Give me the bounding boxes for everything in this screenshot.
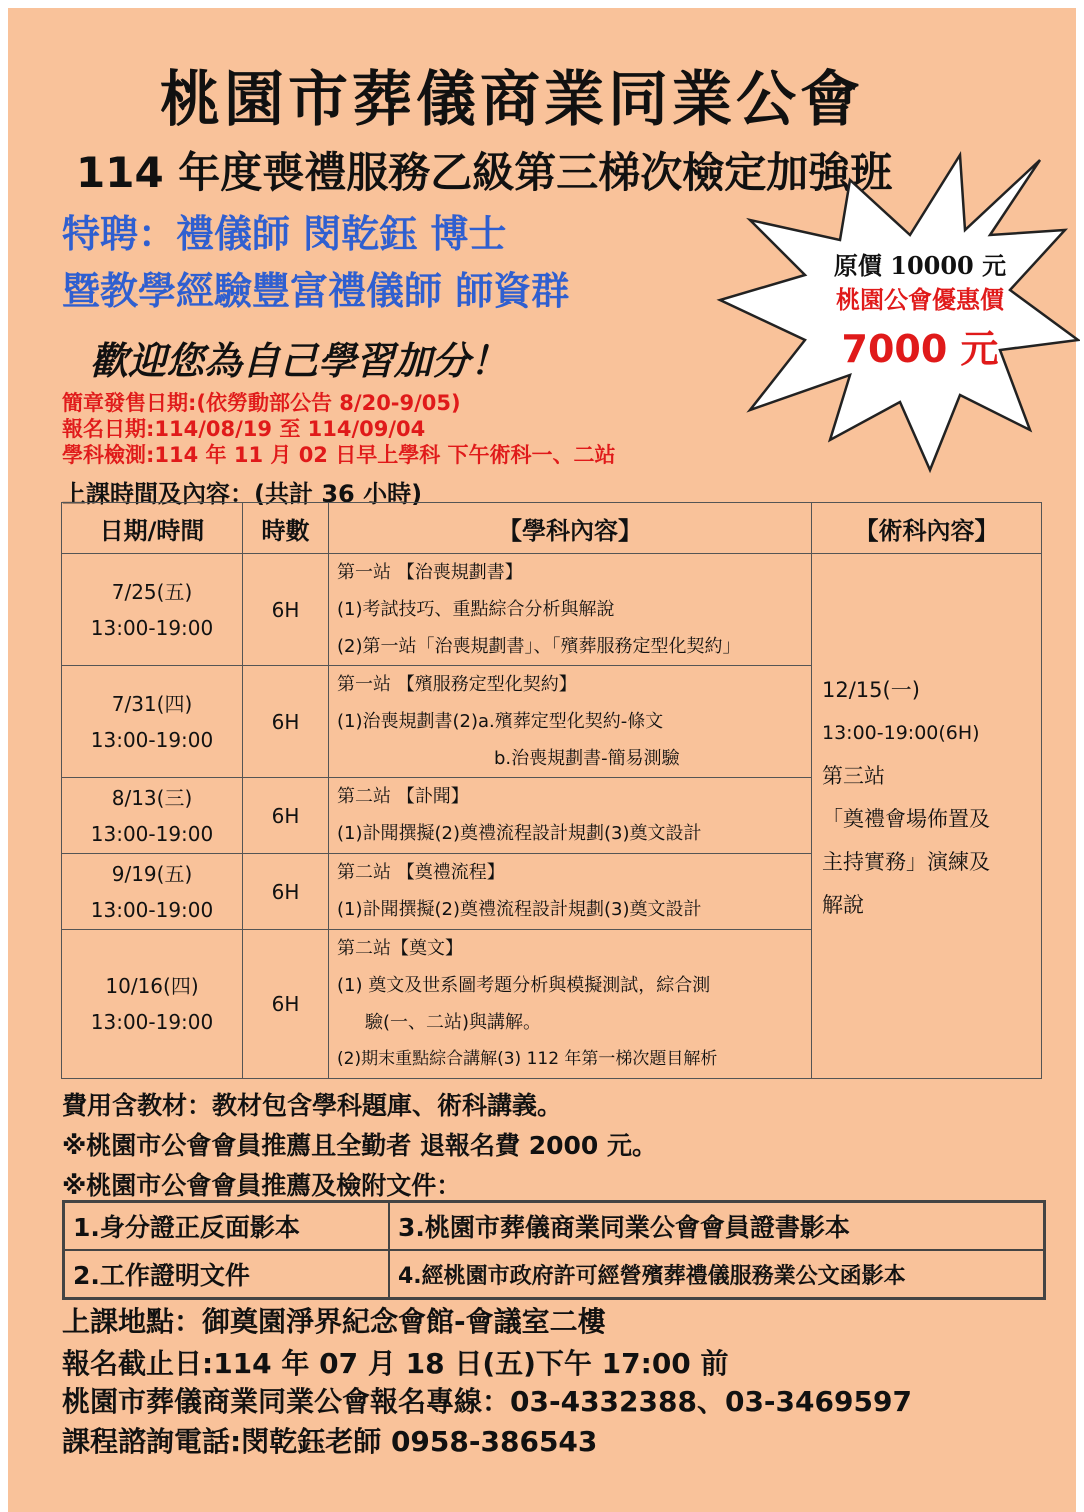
row-date: 9/19(五) (111, 861, 193, 886)
practical-date: 12/15(一) (822, 678, 920, 702)
fee-note: 費用含教材：教材包含學科題庫、術科講義。 (62, 1091, 563, 1120)
content-line: (2)期末重點綜合講解(3) 112 年第一梯次題目解析 (337, 1049, 718, 1069)
row-time: 13:00-19:00 (90, 897, 214, 922)
header-hours: 時數 (243, 503, 329, 554)
registration-deadline: 報名截止日:114 年 07 月 18 日(五)下午 17:00 前 (62, 1347, 729, 1380)
row-time: 13:00-19:00 (90, 1010, 214, 1034)
instructor-team-line: 暨教學經驗豐富禮儀師 師資群 (62, 269, 570, 313)
table-row (64, 1202, 1044, 1250)
row-time: 13:00-19:00 (90, 821, 214, 846)
header-theory: 【學科內容】 (329, 503, 812, 554)
practical-station: 第三站 (822, 764, 885, 788)
doc-item: 4.經桃園市政府許可經營殯葬禮儀服務業公文函影本 (389, 1250, 1044, 1298)
content-cell (329, 666, 812, 778)
date-cell (62, 554, 243, 666)
course-subtitle: 114 年度喪禮服務乙級第三梯次檢定加強班 (76, 148, 893, 197)
class-location: 上課地點：御奠園淨界紀念會館-會議室二樓 (62, 1305, 606, 1338)
content-line: 第二站【奠文】 (337, 938, 463, 959)
brochure-sale-date: 簡章發售日期:(依勞動部公告 8/20-9/05) (62, 391, 461, 415)
exam-date: 學科檢測:114 年 11 月 02 日早上學科 下午術科一、二站 (62, 443, 616, 467)
content-line: b.治喪規劃書-簡易測驗 (494, 748, 680, 769)
content-line: 第二站 【奠禮流程】 (337, 862, 505, 883)
doc-item: 2.工作證明文件 (64, 1250, 389, 1298)
date-cell (62, 778, 243, 854)
row-hours: 6H (243, 854, 329, 930)
registration-hotline: 桃園市葬儀商業同業公會報名專線：03-4332388、03-3469597 (62, 1385, 912, 1418)
class-hours-title: 上課時間及內容：(共計 36 小時) (62, 480, 423, 508)
row-hours: 6H (243, 554, 329, 666)
content-line: (1)訃聞撰擬(2)奠禮流程設計規劃(3)奠文設計 (337, 823, 702, 844)
schedule-header-row (62, 503, 1042, 554)
content-line: (1) 奠文及世系圖考題分析與模擬測試，綜合測 (337, 975, 711, 996)
special-instructor-line: 特聘：禮儀師 閔乾鈺 博士 (62, 212, 507, 256)
content-line: (1)治喪規劃書(2)a.殯葬定型化契約-條文 (337, 711, 664, 732)
date-cell (62, 666, 243, 778)
welcome-slogan: 歡迎您為自己學習加分！ (90, 339, 509, 383)
row-hours: 6H (243, 930, 329, 1079)
row-hours: 6H (243, 778, 329, 854)
content-line: 第一站 【治喪規劃書】 (337, 562, 523, 583)
practical-line: 「奠禮會場佈置及 (822, 807, 990, 831)
row-date: 8/13(三) (111, 785, 193, 810)
documents-table (62, 1200, 1046, 1300)
content-cell (329, 554, 812, 666)
row-date: 10/16(四) (105, 974, 199, 998)
original-price: 原價 10000 元 (833, 251, 1007, 280)
content-line: 第一站 【殯服務定型化契約】 (337, 674, 577, 695)
row-time: 13:00-19:00 (90, 615, 214, 640)
content-line: (1)考試技巧、重點綜合分析與解說 (337, 599, 615, 620)
association-title: 桃園市葬儀商業同業公會 (160, 65, 864, 135)
content-cell (329, 778, 812, 854)
row-date: 7/25(五) (111, 579, 193, 604)
content-line: (2)第一站「治喪規劃書」、「殯葬服務定型化契約」 (337, 636, 741, 657)
table-row (64, 1250, 1044, 1298)
row-date: 7/31(四) (111, 691, 193, 716)
content-line: (1)訃聞撰擬(2)奠禮流程設計規劃(3)奠文設計 (337, 899, 702, 920)
doc-item: 1.身分證正反面影本 (64, 1202, 389, 1250)
consult-phone: 課程諮詢電話:閔乾鈺老師 0958-386543 (62, 1425, 598, 1458)
date-cell (62, 930, 243, 1079)
table-row (62, 554, 1042, 666)
doc-item: 3.桃園市葬儀商業同業公會會員證書影本 (389, 1202, 1044, 1250)
row-hours: 6H (243, 666, 329, 778)
registration-date: 報名日期:114/08/19 至 114/09/04 (62, 417, 426, 441)
refund-note: ※桃園市公會會員推薦且全勤者 退報名費 2000 元。 (62, 1131, 657, 1160)
content-line: 驗(一、二站)與講解。 (365, 1012, 542, 1033)
content-cell (329, 854, 812, 930)
practical-cell (812, 554, 1042, 1079)
practical-time: 13:00-19:00(6H) (822, 722, 980, 744)
header-practical: 【術科內容】 (812, 503, 1042, 554)
content-line: 第二站 【訃聞】 (337, 786, 469, 807)
schedule-table (61, 502, 1042, 1079)
date-cell (62, 854, 243, 930)
header-date: 日期/時間 (62, 503, 243, 554)
content-cell (329, 930, 812, 1079)
row-time: 13:00-19:00 (90, 727, 214, 752)
documents-note: ※桃園市公會會員推薦及檢附文件： (62, 1171, 462, 1200)
practical-line: 主持實務」演練及 (822, 850, 990, 874)
discount-label: 桃園公會優惠價 (836, 285, 1004, 314)
discount-price: 7000 元 (841, 327, 999, 371)
practical-line: 解說 (822, 893, 864, 917)
